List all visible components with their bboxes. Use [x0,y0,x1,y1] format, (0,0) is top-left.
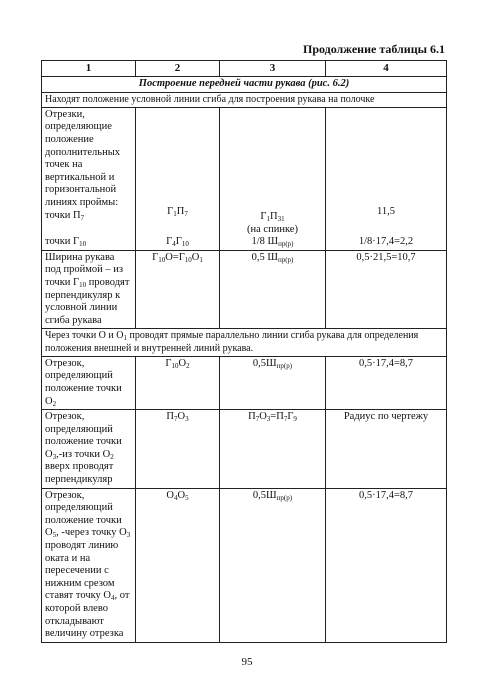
table-row [42,356,447,409]
note-segment: проводят прямые параллельно линии сгиба рукава для определения положения внешней и внутренней линий рукава. [45,330,419,354]
section-title: Построение передней части рукава (рис. 6.2) [42,77,447,93]
desc-text: проводят перпендикуляр к условной линии сгиба рукава [45,276,130,326]
row-description [42,107,136,250]
construction-table [41,60,447,643]
subscript: 1 [123,334,127,343]
subscript: 3 [126,531,131,540]
subscript: пр(р) [276,361,293,370]
subscript: 5 [52,531,57,540]
desc-text: Отрезок, определяющий положение точки О [45,357,122,407]
desc-text: Ширина рукава под проймой – из точки Г [45,251,124,288]
table-row [42,107,447,250]
subscript: пр(р) [278,240,294,249]
desc-text: проводят линию оката и на пересечении с нижним срезом ставят точку О [45,540,119,602]
note-row [42,92,447,107]
subscript: 1 [173,209,177,218]
desc-text: Отрезки, определяющие положение дополнительных точек на вертикальной и горизонтальной линиях проймы: точки П [45,108,121,221]
subscript: 2 [110,452,114,461]
formula-text: 0,5Ш [252,489,277,501]
formula-text: Г [260,211,267,222]
formula-text: Г [166,236,173,248]
section-row [42,77,447,93]
subscript: 31 [277,215,285,223]
row-description [42,250,136,329]
value-text: 11,5 [377,205,395,217]
value-cell: 0,5·17,4=8,7 [326,356,447,409]
desc-text: точки Г [45,236,80,248]
formula-text: О [259,411,267,423]
subscript: 7 [255,415,260,424]
subscript: 2 [52,399,57,408]
value-text: 1/8·17,4=2,2 [358,236,414,248]
subscript: 10 [158,255,166,264]
subscript: 4 [111,594,115,603]
subscript: 7 [184,209,188,218]
row-description [42,410,136,489]
table-row [42,488,447,642]
formula-text: Г [175,236,182,248]
formula-text: Г [152,251,159,263]
formula-text: О [166,489,174,501]
note-row [42,329,447,356]
formula-text: =П [270,411,284,423]
table-row [42,410,447,489]
subscript: 3 [185,415,189,424]
table-caption: Продолжение таблицы 6.1 [302,42,445,56]
subscript: 3 [52,452,57,461]
note-text: Находят положение условной линии сгиба для построения рукава на полочке [42,92,447,107]
table-row [42,250,447,329]
value-cell: Радиус по чертежу [326,410,447,489]
subscript: 7 [174,415,178,424]
formula-cell [136,107,220,250]
value-cell: 0,5·21,5=10,7 [326,250,447,329]
subscript: 10 [171,361,179,370]
subscript: 7 [283,415,288,424]
formula-text: О [178,357,187,369]
header-row [42,61,447,77]
page-number: 95 [241,656,253,668]
formula-text: 1/8 Ш [251,236,279,248]
desc-text: , от которой влево откладывают величину отрезка [45,590,130,640]
formula-cell [136,488,220,642]
value-cell: 0,5·17,4=8,7 [326,488,447,642]
subscript: 10 [79,240,87,249]
formula-cell [136,356,220,409]
formula-text: Г [165,357,172,369]
formula-cell [220,488,326,642]
formula-text: 0,5Ш [252,357,277,369]
formula-cell [136,250,220,329]
subscript: 5 [185,493,189,502]
subscript: 9 [293,415,297,424]
desc-text: Отрезок, определяющий положение точки О [45,489,122,539]
subscript: 1 [266,215,270,223]
subscript: 7 [80,213,85,222]
subscript: 4 [172,240,176,249]
subscript: 10 [181,240,189,249]
formula-text: Г [167,205,174,217]
formula-cell [220,107,326,250]
desc-text: вверх проводят перпендикуляр [45,461,114,486]
formula-text: О=Г [165,251,185,263]
subscript: 10 [79,280,87,289]
note-segment: Через точки О и О [45,330,124,342]
formula-cell [220,250,326,329]
formula-text: П [176,205,185,217]
subscript: 1 [199,255,203,264]
column-header-2: 2 [136,61,220,77]
column-header-3: 3 [220,61,326,77]
subscript: 3 [266,415,271,424]
formula-text: П [269,211,278,222]
note-text [42,329,447,356]
formula-text: П [248,411,256,423]
column-header-1: 1 [42,61,136,77]
row-description [42,356,136,409]
subscript: 10 [184,255,192,264]
formula-cell [220,410,326,489]
formula-text: П [166,411,174,423]
subscript: пр(р) [276,493,293,502]
desc-text: , -через точку О [56,527,127,539]
subscript: пр(р) [277,255,294,264]
row-description [42,488,136,642]
note-text: (на спинке) [247,223,298,235]
column-header-4: 4 [326,61,447,77]
formula-text: О [191,251,200,263]
formula-text: Г [287,411,294,423]
subscript: 4 [174,493,178,502]
desc-text: Отрезок, определяющий положение точки О [45,411,122,460]
formula-cell [220,356,326,409]
value-cell [326,107,447,250]
desc-text: ,-из точки О [56,448,111,460]
formula-text: О [177,489,186,501]
subscript: 2 [186,361,190,370]
formula-cell [136,410,220,489]
formula-text: 0,5 Ш [251,251,278,263]
formula-text: О [177,411,186,423]
